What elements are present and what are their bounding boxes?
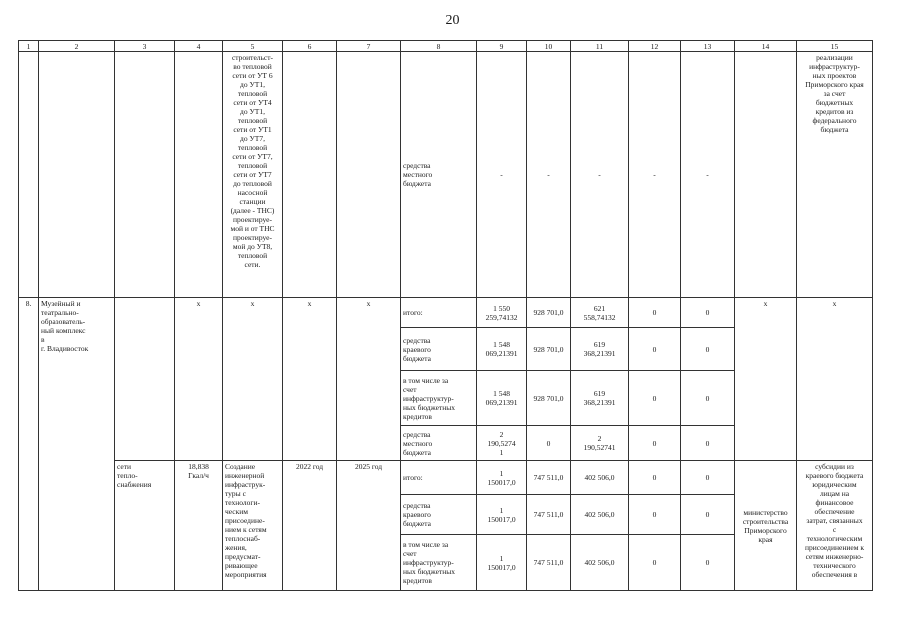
- amount-2025: 0: [705, 308, 710, 317]
- funding-source-label: в том числе за счет инфраструктур- ных бюджетных кредитов: [403, 375, 456, 421]
- x-mark: x: [250, 299, 255, 308]
- dash-cell: -: [547, 170, 550, 179]
- header-cell: 11: [571, 41, 629, 52]
- continuation-description: строительст- во тепловой сети от УТ 6 до УТ1, тепловой сети от УТ4 до УТ1, тепловой сети от УТ1 до УТ7, тепловой сети от УТ7, тепловой сети от УТ7 до тепловой насосной станции (далее - ТНС) проектируе- мой и от ТНС проектируе- мой до УТ8, тепловой сети.: [230, 53, 275, 269]
- work-description: Создание инженерной инфраструк- туры с технологи- ческим присоедине- нием к сетям теплоснаб- жения, предусмат- ривающее мероприятия: [225, 462, 267, 579]
- amount-2024: 0: [652, 510, 657, 519]
- dash-cell: -: [500, 170, 503, 179]
- header-cell: 6: [283, 41, 337, 52]
- dash-cell: -: [653, 170, 656, 179]
- amount-total: 1 150017,0: [487, 468, 516, 487]
- funding-source-label: средства местного бюджета: [403, 429, 433, 457]
- row-number: 8.: [19, 298, 39, 591]
- amount-2024: 0: [652, 344, 657, 354]
- amount-2023: 402 506,0: [584, 510, 615, 519]
- amount-2025: 0: [705, 510, 710, 519]
- amount-total: 1 550 259,74132: [485, 303, 518, 322]
- header-cell: 4: [175, 41, 223, 52]
- amount-2023: 2 190,52741: [583, 434, 616, 452]
- table-row: [19, 461, 873, 495]
- header-cell: 1: [19, 41, 39, 52]
- header-cell: 10: [527, 41, 571, 52]
- page-number: 20: [445, 13, 460, 28]
- amount-2023: 619 368,21391: [583, 340, 616, 358]
- amount-2024: 0: [652, 558, 657, 567]
- continuation-note: реализации инфраструктур- ных проектов Приморского края за счет бюджетных кредитов из федерального бюджета: [805, 53, 864, 134]
- header-cell: 14: [735, 41, 797, 52]
- amount-2024: 0: [652, 438, 657, 448]
- amount-2025: 0: [705, 438, 710, 448]
- amount-2024: 0: [652, 393, 657, 403]
- header-cell: 5: [223, 41, 283, 52]
- capacity: 18,838 Гкал/ч: [188, 462, 209, 480]
- x-mark: x: [832, 299, 837, 308]
- x-mark: x: [196, 299, 201, 308]
- amount-total: 1 548 069,21391: [485, 340, 518, 358]
- amount-2025: 0: [705, 473, 710, 482]
- amount-total: 1 150017,0: [487, 505, 516, 524]
- funding-source-label: в том числе за счет инфраструктур- ных бюджетных кредитов: [403, 540, 456, 585]
- amount-2023: 621 558,74132: [583, 303, 616, 322]
- subsidy-description: субсидии из краевого бюджета юридическим лицам на финансовое обеспечение затрат, связанных с технологическим присоединением к сетям инженерно- технического обеспечения в: [805, 462, 864, 579]
- x-mark: x: [307, 299, 312, 308]
- header-cell: 12: [629, 41, 681, 52]
- amount-2025: 0: [705, 393, 710, 403]
- header-cell: 13: [681, 41, 735, 52]
- continuation-row: [19, 52, 873, 298]
- responsible-agency: министерство строительства Приморского края: [742, 507, 789, 544]
- header-cell: 2: [39, 41, 115, 52]
- dash-cell: -: [706, 170, 709, 179]
- header-cell: 7: [337, 41, 401, 52]
- amount-2023: 402 506,0: [584, 473, 615, 482]
- amount-2022: 0: [546, 438, 551, 448]
- network-type: сети тепло- снабжения: [117, 462, 152, 489]
- table-row: [19, 298, 873, 328]
- amount-2023: 402 506,0: [584, 558, 615, 567]
- x-mark: x: [763, 299, 768, 308]
- amount-2023: 619 368,21391: [583, 389, 616, 407]
- amount-2022: 747 511,0: [533, 558, 564, 567]
- amount-2025: 0: [705, 558, 710, 567]
- amount-2024: 0: [652, 308, 657, 317]
- dash-cell: -: [598, 170, 601, 179]
- amount-total: 1 548 069,21391: [485, 389, 518, 407]
- amount-2025: 0: [705, 344, 710, 354]
- funding-source-label: средства краевого бюджета: [403, 501, 431, 528]
- funding-source-label: средства местного бюджета: [403, 161, 433, 188]
- funding-source-label: итого:: [403, 308, 423, 317]
- header-cell: 9: [477, 41, 527, 52]
- amount-2022: 928 701,0: [533, 344, 564, 354]
- amount-2022: 747 511,0: [533, 510, 564, 519]
- amount-2022: 928 701,0: [533, 308, 564, 317]
- header-cell: 8: [401, 41, 477, 52]
- end-year: 2025 год: [354, 462, 383, 471]
- header-row: [19, 41, 873, 52]
- header-cell: 15: [797, 41, 873, 52]
- header-cell: 3: [115, 41, 175, 52]
- amount-total: 1 150017,0: [487, 553, 516, 572]
- amount-2022: 747 511,0: [533, 473, 564, 482]
- funding-source-label: средства краевого бюджета: [403, 335, 431, 363]
- amount-2022: 928 701,0: [533, 393, 564, 403]
- amount-total: 2 190,5274 1: [487, 429, 516, 457]
- start-year: 2022 год: [295, 462, 324, 471]
- funding-source-label: итого:: [403, 473, 423, 482]
- budget-table: [18, 40, 873, 591]
- amount-2024: 0: [652, 473, 657, 482]
- x-mark: x: [366, 299, 371, 308]
- object-name: Музейный и театрально- образователь- ный комплекс в г. Владивосток: [41, 299, 89, 353]
